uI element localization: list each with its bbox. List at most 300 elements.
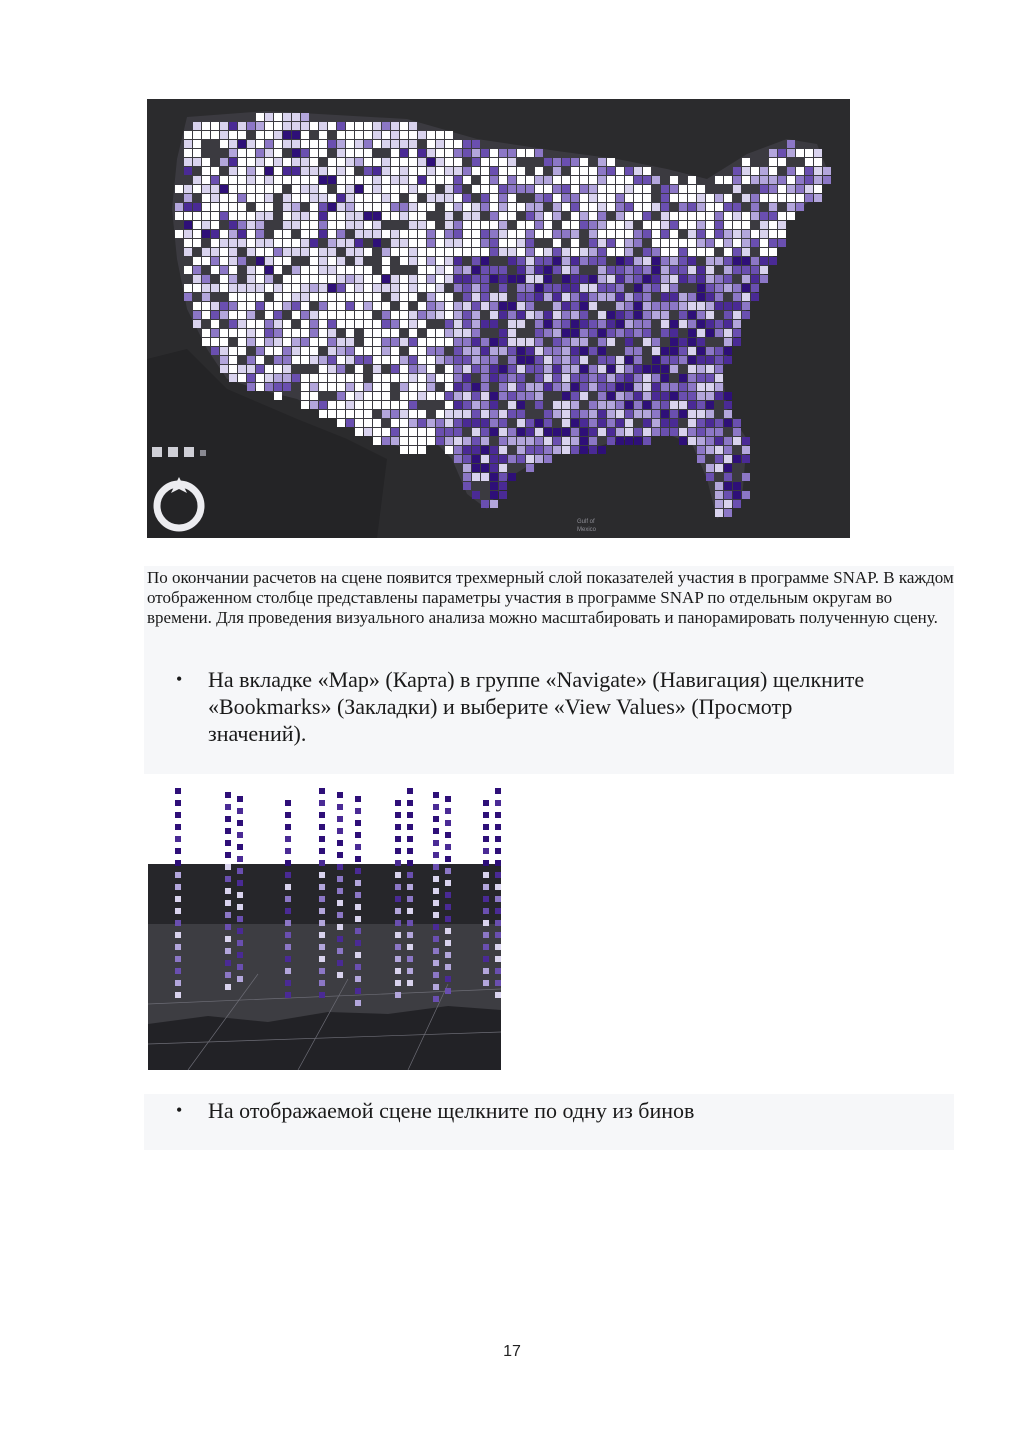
map-bin [697, 338, 705, 346]
map-bin [652, 230, 660, 238]
map-bin [805, 167, 813, 175]
map-bin [580, 338, 588, 346]
map-bin [454, 221, 462, 229]
map-bin [355, 176, 363, 184]
map-bin [715, 392, 723, 400]
scene-bin [395, 884, 401, 890]
map-bin [508, 248, 516, 256]
map-bin [337, 131, 345, 139]
nav-control-pan-icon[interactable] [152, 447, 162, 457]
scene-bin [337, 948, 343, 954]
map-bin [661, 185, 669, 193]
map-bin [319, 311, 327, 319]
map-bin [400, 311, 408, 319]
map-bin [526, 428, 534, 436]
map-bin [688, 437, 696, 445]
map-bin [508, 392, 516, 400]
map-bin [769, 203, 777, 211]
map-bin [256, 374, 264, 382]
scene-bin [483, 872, 489, 878]
map-bin [355, 158, 363, 166]
map-bin [193, 158, 201, 166]
map-bin [688, 356, 696, 364]
map-bin [715, 365, 723, 373]
nav-control-extra-icon[interactable] [200, 450, 206, 456]
map-bin [454, 239, 462, 247]
map-bin [175, 212, 183, 220]
map-bin [346, 239, 354, 247]
map-bin [211, 176, 219, 184]
map-bin [679, 248, 687, 256]
scene-bin [175, 836, 181, 842]
map-bin [598, 248, 606, 256]
map-bin [733, 284, 741, 292]
map-bin [409, 329, 417, 337]
map-bin [211, 338, 219, 346]
map-bin [202, 329, 210, 337]
map-bin [769, 212, 777, 220]
map-bin [598, 158, 606, 166]
scene-bin [355, 928, 361, 934]
map-bin [535, 221, 543, 229]
map-bin [697, 302, 705, 310]
map-bin [715, 509, 723, 517]
map-bin [652, 338, 660, 346]
map-bin [571, 221, 579, 229]
map-bin [427, 356, 435, 364]
map-bin [796, 167, 804, 175]
map-bin [256, 347, 264, 355]
map-bin [742, 248, 750, 256]
map-bin [283, 347, 291, 355]
scene-bin [319, 908, 325, 914]
map-bin [409, 293, 417, 301]
map-bin [724, 464, 732, 472]
map-bin [409, 176, 417, 184]
map-bin [337, 185, 345, 193]
scene-bin [407, 836, 413, 842]
map-bin [544, 257, 552, 265]
map-bin [256, 329, 264, 337]
nav-control-tilt-icon[interactable] [184, 447, 194, 457]
map-bin [679, 293, 687, 301]
map-bin [517, 383, 525, 391]
map-bin [337, 122, 345, 130]
scene-bin [407, 788, 413, 794]
map-bin [661, 374, 669, 382]
map-bin [661, 383, 669, 391]
map-bin [535, 284, 543, 292]
map-bin [571, 176, 579, 184]
map-bin [508, 203, 516, 211]
map-bin [382, 284, 390, 292]
map-bin [328, 365, 336, 373]
map-bin [706, 464, 714, 472]
map-bin [229, 212, 237, 220]
map-bin [463, 419, 471, 427]
map-bin [580, 329, 588, 337]
scene-bin [285, 944, 291, 950]
map-bin [724, 356, 732, 364]
map-bin [544, 212, 552, 220]
map-bin [535, 266, 543, 274]
scene-bin [355, 880, 361, 886]
map-bin [373, 356, 381, 364]
map-bin [238, 374, 246, 382]
map-bin [706, 347, 714, 355]
map-bin [616, 311, 624, 319]
map-bin [508, 455, 516, 463]
page-number: 17 [503, 1343, 521, 1360]
map-bin [760, 275, 768, 283]
map-bin [292, 212, 300, 220]
map-bin [346, 410, 354, 418]
scene-bin [407, 884, 413, 890]
map-bin [202, 302, 210, 310]
map-bin [517, 149, 525, 157]
scene-bin [225, 876, 231, 882]
map-bin [517, 302, 525, 310]
map-bin [688, 320, 696, 328]
map-bin [211, 239, 219, 247]
map-bin [724, 203, 732, 211]
map-bin [373, 347, 381, 355]
map-bin [499, 464, 507, 472]
map-bin [175, 230, 183, 238]
map-bin [211, 347, 219, 355]
map-bin [391, 374, 399, 382]
scene-bin [445, 880, 451, 886]
map-bin [634, 302, 642, 310]
map-bin [553, 311, 561, 319]
map-bin [364, 392, 372, 400]
map-bin [643, 410, 651, 418]
map-bin [580, 419, 588, 427]
map-bin [598, 185, 606, 193]
map-bin [220, 203, 228, 211]
scene-bin [285, 860, 291, 866]
map-bin [562, 257, 570, 265]
map-bin [553, 356, 561, 364]
map-bin [706, 221, 714, 229]
map-bin [625, 374, 633, 382]
map-bin [274, 311, 282, 319]
scene-bin [319, 872, 325, 878]
map-bin [562, 446, 570, 454]
map-bin [301, 338, 309, 346]
map-bin [535, 455, 543, 463]
map-bin [562, 392, 570, 400]
map-bin [337, 356, 345, 364]
map-bin [517, 176, 525, 184]
map-bin [247, 302, 255, 310]
map-bin [373, 212, 381, 220]
map-bin [202, 221, 210, 229]
map-bin [490, 275, 498, 283]
map-bin [364, 428, 372, 436]
map-bin [463, 410, 471, 418]
scene-bin [225, 948, 231, 954]
map-bin [364, 356, 372, 364]
scene-bin [483, 860, 489, 866]
map-bin [184, 248, 192, 256]
map-bin [634, 374, 642, 382]
map-bin [508, 311, 516, 319]
map-bin [679, 320, 687, 328]
map-bin [391, 365, 399, 373]
map-bin [751, 176, 759, 184]
map-bin [301, 392, 309, 400]
map-bin [625, 329, 633, 337]
map-bin [328, 275, 336, 283]
map-bin [490, 230, 498, 238]
map-bin [229, 176, 237, 184]
map-bin [571, 347, 579, 355]
map-bin [337, 365, 345, 373]
map-bin [724, 446, 732, 454]
map-bin [535, 446, 543, 454]
map-bin [688, 221, 696, 229]
map-bin [445, 176, 453, 184]
map-bin [436, 428, 444, 436]
map-bin [661, 248, 669, 256]
map-bin [661, 293, 669, 301]
map-bin [481, 194, 489, 202]
map-bin [463, 239, 471, 247]
map-bin [373, 275, 381, 283]
map-bin [706, 473, 714, 481]
scene-bin [433, 792, 439, 798]
map-bin [391, 149, 399, 157]
map-bin [211, 194, 219, 202]
map-bin [391, 428, 399, 436]
map-bin [436, 374, 444, 382]
map-bin [436, 437, 444, 445]
map-bin [463, 311, 471, 319]
map-bin [463, 320, 471, 328]
map-bin [391, 275, 399, 283]
map-bin [706, 311, 714, 319]
map-bin [310, 167, 318, 175]
map-bin [202, 338, 210, 346]
map-bin [679, 185, 687, 193]
map-bin [427, 347, 435, 355]
map-bin [526, 185, 534, 193]
map-bin [472, 446, 480, 454]
map-bin [364, 176, 372, 184]
map-bin [211, 212, 219, 220]
map-bin [508, 275, 516, 283]
scene-bin [495, 980, 501, 986]
map-bin [724, 212, 732, 220]
map-bin [256, 239, 264, 247]
map-bin [517, 347, 525, 355]
map-bin [400, 203, 408, 211]
map-bin [301, 113, 309, 121]
scene-bin [175, 788, 181, 794]
scene-bin [483, 884, 489, 890]
map-bin [445, 437, 453, 445]
map-bin [715, 293, 723, 301]
map-bin [265, 203, 273, 211]
map-bin [301, 230, 309, 238]
scene-bin [319, 920, 325, 926]
map-bin [265, 365, 273, 373]
map-bin [382, 347, 390, 355]
map-bin [337, 221, 345, 229]
map-bin [589, 401, 597, 409]
map-bin [625, 203, 633, 211]
list-item-line: значений). [208, 721, 307, 746]
map-bin [787, 176, 795, 184]
map-bin [400, 338, 408, 346]
map-bin [463, 338, 471, 346]
map-bin [391, 248, 399, 256]
map-bin [274, 122, 282, 130]
map-bin [526, 149, 534, 157]
map-bin [724, 239, 732, 247]
map-bin [211, 203, 219, 211]
map-bin [454, 347, 462, 355]
map-bin [742, 167, 750, 175]
map-bin [481, 374, 489, 382]
map-bin [499, 347, 507, 355]
map-bin [535, 401, 543, 409]
map-bin [418, 248, 426, 256]
map-bin [256, 284, 264, 292]
nav-control-zoom-icon[interactable] [168, 447, 178, 457]
map-bin [337, 239, 345, 247]
map-bin [319, 140, 327, 148]
map-bin [364, 167, 372, 175]
map-bin [580, 347, 588, 355]
map-bin [481, 383, 489, 391]
map-bin [634, 410, 642, 418]
map-bin [463, 365, 471, 373]
map-bin [733, 248, 741, 256]
map-bin [409, 194, 417, 202]
map-bin [580, 248, 588, 256]
map-bin [229, 122, 237, 130]
map-bin [472, 248, 480, 256]
map-bin [283, 293, 291, 301]
map-bin [292, 311, 300, 319]
map-bin [454, 167, 462, 175]
map-bin [490, 293, 498, 301]
map-bin [670, 275, 678, 283]
map-bin [724, 248, 732, 256]
scene-bin [433, 876, 439, 882]
map-bin [292, 122, 300, 130]
map-bin [697, 455, 705, 463]
map-bin [319, 374, 327, 382]
map-bin [481, 356, 489, 364]
map-bin [292, 131, 300, 139]
scene-bin [225, 828, 231, 834]
map-bin [607, 158, 615, 166]
map-bin [751, 212, 759, 220]
map-bin [580, 212, 588, 220]
map-bin [319, 329, 327, 337]
map-bin [733, 203, 741, 211]
map-bin [184, 203, 192, 211]
map-bin [499, 167, 507, 175]
map-bin [697, 437, 705, 445]
map-bin [409, 257, 417, 265]
map-bin [319, 257, 327, 265]
map-bin [337, 203, 345, 211]
map-bin [454, 176, 462, 184]
map-bin [454, 365, 462, 373]
scene-bin [433, 960, 439, 966]
scene-bin [495, 884, 501, 890]
map-bin [742, 158, 750, 166]
map-bin [193, 239, 201, 247]
map-bin [553, 257, 561, 265]
map-bin [499, 302, 507, 310]
map-bin [472, 410, 480, 418]
map-bin [391, 293, 399, 301]
map-bin [535, 383, 543, 391]
map-bin [490, 356, 498, 364]
map-bin [355, 293, 363, 301]
map-bin [490, 158, 498, 166]
map-bin [436, 356, 444, 364]
map-bin [373, 140, 381, 148]
map-bin [481, 167, 489, 175]
map-bin [562, 320, 570, 328]
map-bin [409, 275, 417, 283]
map-bin [364, 230, 372, 238]
map-bin [589, 419, 597, 427]
map-bin [436, 293, 444, 301]
map-bin [247, 365, 255, 373]
map-bin [562, 203, 570, 211]
map-bin [661, 257, 669, 265]
map-bin [751, 266, 759, 274]
map-bin [418, 212, 426, 220]
map-bin [553, 185, 561, 193]
map-bin [661, 266, 669, 274]
map-bin [598, 347, 606, 355]
map-bin [373, 221, 381, 229]
map-bin [553, 284, 561, 292]
map-bin [211, 329, 219, 337]
map-bin [400, 176, 408, 184]
map-bin [616, 185, 624, 193]
map-bin [355, 257, 363, 265]
map-bin [319, 410, 327, 418]
map-bin [571, 158, 579, 166]
scene-bin [483, 956, 489, 962]
scene-bin [337, 960, 343, 966]
map-bin [418, 149, 426, 157]
map-bin [589, 383, 597, 391]
scene-bin [337, 804, 343, 810]
map-bin [670, 176, 678, 184]
map-bin [283, 140, 291, 148]
map-bin [193, 221, 201, 229]
map-bin [220, 185, 228, 193]
map-bin [517, 437, 525, 445]
map-bin [679, 392, 687, 400]
scene-bin [225, 972, 231, 978]
map-bin [562, 194, 570, 202]
map-bin [544, 248, 552, 256]
map-bin [481, 446, 489, 454]
map-bin [220, 311, 228, 319]
map-bin [517, 356, 525, 364]
